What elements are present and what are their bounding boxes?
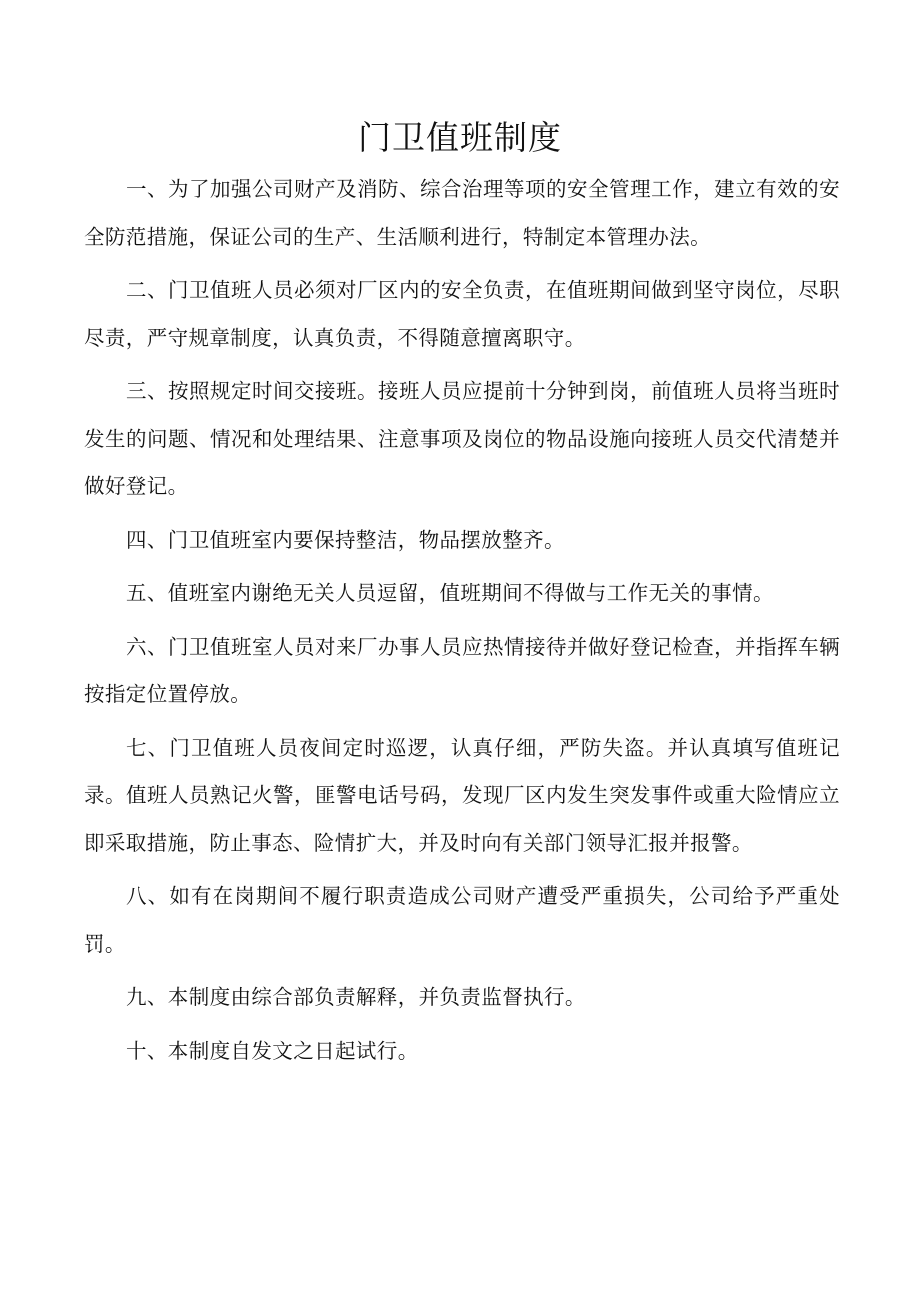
paragraph-8: 八、如有在岗期间不履行职责造成公司财产遭受严重损失，公司给予严重处罚。 [84,884,840,956]
paragraph-1: 一、为了加强公司财产及消防、综合治理等项的安全管理工作，建立有效的安全防范措施，保证公司的生产、生活顺利进行，特制定本管理办法。 [84,177,840,249]
paragraph-4: 四、门卫值班室内要保持整洁，物品摆放整齐。 [126,527,565,552]
paragraph-5: 五、值班室内谢绝无关人员逗留，值班期间不得做与工作无关的事情。 [126,581,774,605]
paragraph-7: 七、门卫值班人员夜间定时巡逻，认真仔细，严防失盗。并认真填写值班记录。值班人员熟记火警，匪警电话号码，发现厂区内发生突发事件或重大险情应立即采取措施，防止事态、险情扩大，并及时向有关部门领导汇报并报警。 [84,735,840,855]
paragraph-10: 十、本制度自发文之日起试行。 [126,1038,419,1063]
paragraph-3: 三、按照规定时间交接班。接班人员应提前十分钟到岗，前值班人员将当班时发生的问题、情况和处理结果、注意事项及岗位的物品设施向接班人员交代清楚并做好登记。 [84,379,840,498]
paragraph-2: 二、门卫值班人员必须对厂区内的安全负责，在值班期间做到坚守岗位，尽职尽责，严守规章制度，认真负责，不得随意擅离职守。 [84,278,840,350]
document-body [84,166,840,1081]
document-title: 门卫值班制度 [358,118,562,157]
paragraph-9: 九、本制度由综合部负责解释，并负责监督执行。 [126,985,586,1009]
paragraph-6: 六、门卫值班室人员对来厂办事人员应热情接待并做好登记检查，并指挥车辆按指定位置停放。 [84,634,840,706]
